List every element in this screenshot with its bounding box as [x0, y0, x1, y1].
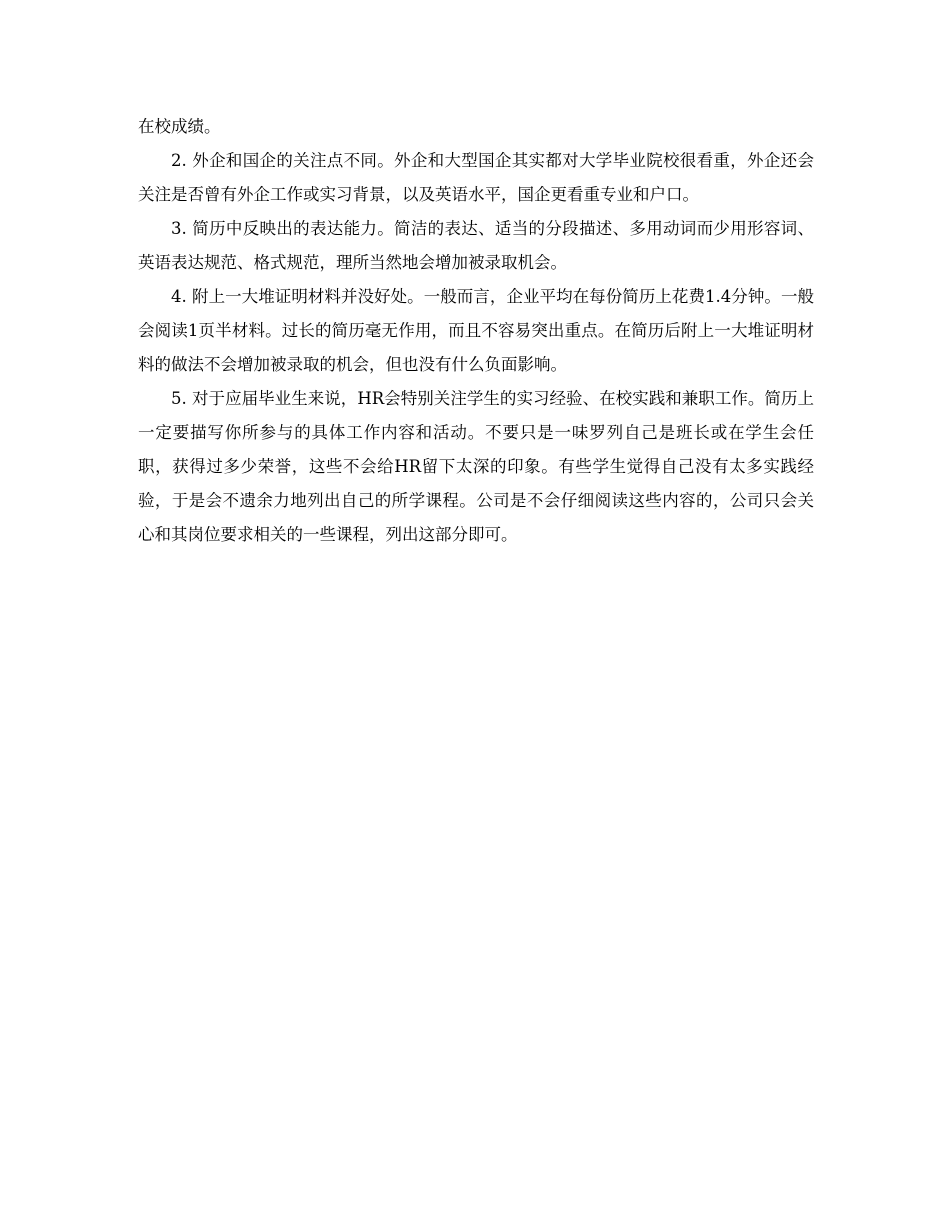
paragraph-item-2: 2. 外企和国企的关注点不同。外企和大型国企其实都对大学毕业院校很看重，外企还会关注是否曾有外企工作或实习背景，以及英语水平，国企更看重专业和户口。 [138, 151, 814, 204]
paragraph-continuation: 在校成绩。 [138, 117, 221, 136]
paragraph-item-4: 4. 附上一大堆证明材料并没好处。一般而言，企业平均在每份简历上花费1.4分钟。一般会阅读1页半材料。过长的简历毫无作用，而且不容易突出重点。在简历后附上一大堆证明材料的做法不会增加被录取的机会，但也没有什么负面影响。 [138, 287, 814, 374]
document-body [138, 110, 814, 552]
paragraph-item-5: 5. 对于应届毕业生来说，HR会特别关注学生的实习经验、在校实践和兼职工作。简历上一定要描写你所参与的具体工作内容和活动。不要只是一味罗列自己是班长或在学生会任职，获得过多少荣誉，这些不会给HR留下太深的印象。有些学生觉得自己没有太多实践经验，于是会不遗余力地列出自己的所学课程。公司是不会仔细阅读这些内容的，公司只会关心和其岗位要求相关的一些课程，列出这部分即可。 [138, 389, 814, 544]
paragraph-item-3: 3. 简历中反映出的表达能力。简洁的表达、适当的分段描述、多用动词而少用形容词、英语表达规范、格式规范，理所当然地会增加被录取机会。 [138, 219, 814, 272]
